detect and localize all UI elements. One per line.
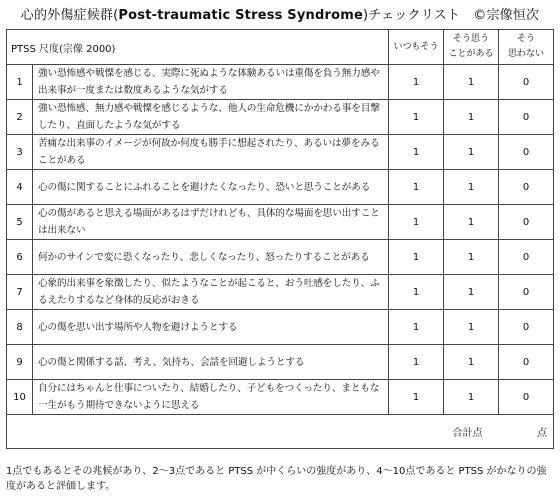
- item-question: 強い恐怖感や戦慄を感じる、実際に死ぬような体験あるいは重傷を負う無力感や出来事が一度または数度あるような気がする: [33, 65, 389, 100]
- score-never[interactable]: 0: [499, 100, 554, 135]
- title-prefix: 心的外傷症候群(: [20, 8, 119, 23]
- score-never[interactable]: 0: [499, 275, 554, 310]
- score-never[interactable]: 0: [499, 170, 554, 205]
- item-number: 8: [7, 310, 33, 345]
- checklist-row: [7, 135, 554, 170]
- score-always[interactable]: 1: [389, 100, 444, 135]
- item-question: 強い恐怖感、無力感や戦慄を感じるような、他人の生命危機にかかわる事を目撃したり、直面したような気がする: [33, 100, 389, 135]
- score-always[interactable]: 1: [389, 65, 444, 100]
- item-number: 10: [7, 380, 33, 415]
- total-row: [7, 415, 554, 449]
- checklist-row: [7, 240, 554, 275]
- score-always[interactable]: 1: [389, 345, 444, 380]
- item-question: 何かのサインで変に恐くなったり、悲しくなったり、怒ったりすることがある: [33, 240, 389, 275]
- score-always[interactable]: 1: [389, 380, 444, 415]
- checklist-row: [7, 170, 554, 205]
- score-sometimes[interactable]: 1: [444, 275, 499, 310]
- item-number: 9: [7, 345, 33, 380]
- item-number: 1: [7, 65, 33, 100]
- item-question: 心の傷と関係する話、考え、気持ち、会話を回避しようとする: [33, 345, 389, 380]
- score-never[interactable]: 0: [499, 345, 554, 380]
- checklist-row: [7, 100, 554, 135]
- score-always[interactable]: 1: [389, 205, 444, 240]
- score-always[interactable]: 1: [389, 240, 444, 275]
- item-number: 6: [7, 240, 33, 275]
- checklist-row: [7, 380, 554, 415]
- item-question: 心の傷を思い出す場所や人物を避けようとする: [33, 310, 389, 345]
- score-always[interactable]: 1: [389, 310, 444, 345]
- score-never[interactable]: 0: [499, 135, 554, 170]
- total-spacer: [7, 415, 389, 449]
- checklist-row: [7, 205, 554, 240]
- score-never[interactable]: 0: [499, 310, 554, 345]
- score-sometimes[interactable]: 1: [444, 240, 499, 275]
- checklist-row: [7, 310, 554, 345]
- item-number: 4: [7, 170, 33, 205]
- total-unit: 点: [499, 415, 554, 449]
- checklist-rows: [7, 65, 554, 415]
- item-number: 3: [7, 135, 33, 170]
- ptss-checklist-table: [6, 29, 554, 449]
- score-never[interactable]: 0: [499, 380, 554, 415]
- score-sometimes[interactable]: 1: [444, 345, 499, 380]
- header-row: [7, 30, 554, 65]
- score-sometimes[interactable]: 1: [444, 170, 499, 205]
- item-question: 心の傷があると思える場面があるはずだけれども、具体的な場面を思い出すことは出来ない: [33, 205, 389, 240]
- score-never[interactable]: 0: [499, 240, 554, 275]
- score-never[interactable]: 0: [499, 65, 554, 100]
- item-question: 心の傷に関することにふれることを避けたくなったり、恐いと思うことがある: [33, 170, 389, 205]
- checklist-row: [7, 345, 554, 380]
- score-never[interactable]: 0: [499, 205, 554, 240]
- item-question: 苦痛な出来事のイメージが何故か何度も勝手に想起されたり、あるいは夢をみることがある: [33, 135, 389, 170]
- checklist-row: [7, 275, 554, 310]
- scoring-note: 1点でもあるとその兆候があり、2〜3点であると PTSS が中くらいの強度があり、4〜10点であると PTSS がかなりの強度があると評価します。: [6, 466, 547, 492]
- total-label: 合計点: [389, 415, 499, 449]
- option-always: いつもそう: [389, 30, 444, 65]
- score-always[interactable]: 1: [389, 170, 444, 205]
- page-title: [0, 4, 560, 23]
- item-number: 5: [7, 205, 33, 240]
- score-sometimes[interactable]: 1: [444, 135, 499, 170]
- item-number: 7: [7, 275, 33, 310]
- score-sometimes[interactable]: 1: [444, 65, 499, 100]
- option-never: そう 思わない: [499, 30, 554, 65]
- score-always[interactable]: 1: [389, 275, 444, 310]
- score-always[interactable]: 1: [389, 135, 444, 170]
- item-question: 心象的出来事を象徴したり、似たようなことが起こると、おう吐感をしたり、ふるえたりするなど身体的反応がおきる: [33, 275, 389, 310]
- option-sometimes: そう思う ことがある: [444, 30, 499, 65]
- score-sometimes[interactable]: 1: [444, 310, 499, 345]
- title-suffix: )チェックリスト ©宗像恒次: [363, 8, 540, 23]
- item-question: 自分にはちゃんと仕事についたり、結婚したり、子どもをつくったり、まともな一生がもう期待できないように思える: [33, 380, 389, 415]
- score-sometimes[interactable]: 1: [444, 380, 499, 415]
- title-english: Post-traumatic Stress Syndrome: [118, 8, 364, 23]
- checklist-row: [7, 65, 554, 100]
- score-sometimes[interactable]: 1: [444, 205, 499, 240]
- scale-label: PTSS 尺度(宗像 2000): [7, 30, 389, 65]
- item-number: 2: [7, 100, 33, 135]
- score-sometimes[interactable]: 1: [444, 100, 499, 135]
